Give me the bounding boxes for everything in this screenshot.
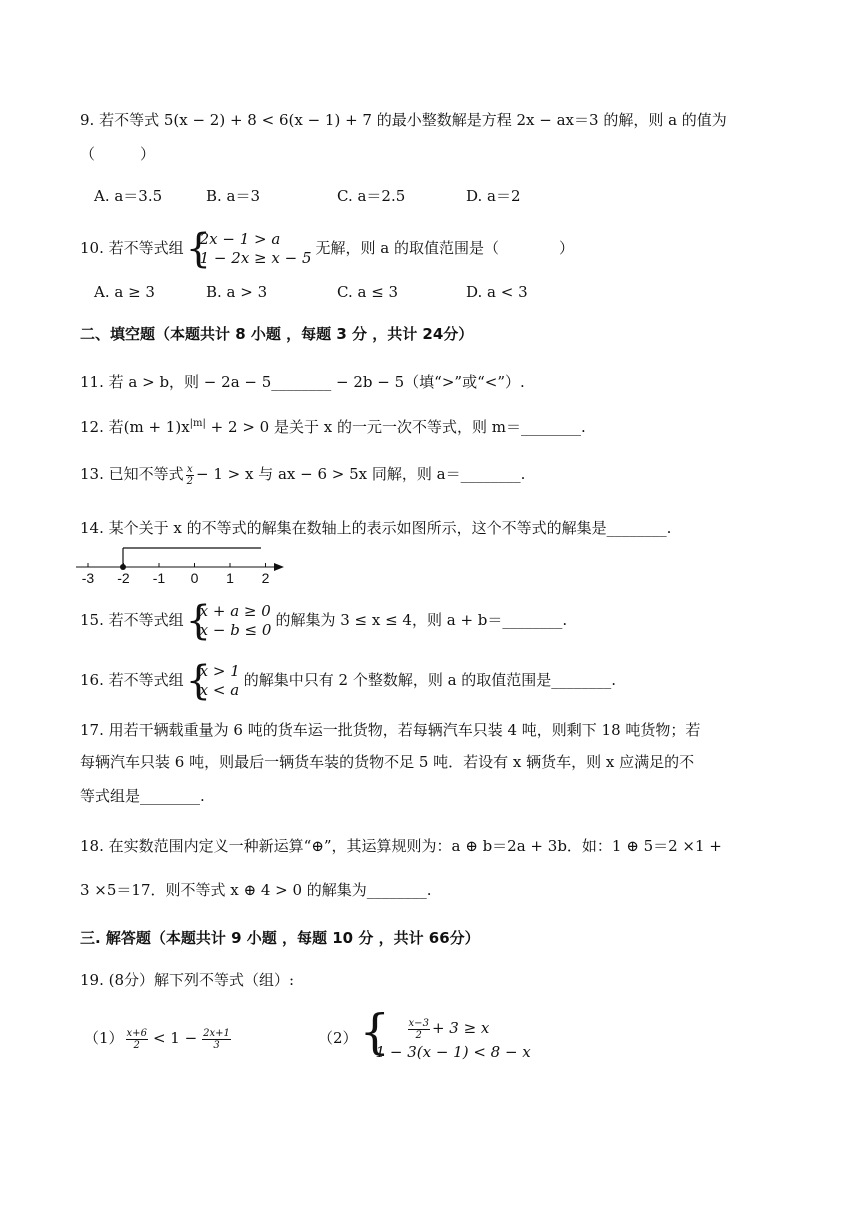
q11-text: 11. 若 a > b，则 − 2a − 5________ − 2b − 5（填“>”或“<”）. — [80, 373, 525, 391]
q19-part2-frac-den: 2 — [415, 1029, 422, 1041]
section2-heading: 二、填空题（本题共计 8 小题 ，每题 3 分 ，共计 24分） — [80, 325, 474, 343]
q19-part1 — [84, 1020, 233, 1056]
tick-label: -2 — [117, 570, 130, 585]
q16-system-row2: x < a — [199, 681, 240, 699]
q18-line1: 18. 在实数范围内定义一种新运算“⊕”，其运算规则为：a ⊕ b＝2a + 3b．如：1 ⊕ 5＝2 ×1 + — [80, 837, 722, 855]
q10-option-c: C. a ≤ 3 — [337, 283, 399, 301]
q19-part1-frac2-num: 2x+1 — [203, 1027, 230, 1039]
q12-part2: + 2 > 0 是关于 x 的一元一次不等式，则 m＝________. — [205, 418, 586, 436]
q19-part1-frac2 — [202, 1028, 231, 1051]
q10-option-d: D. a < 3 — [466, 283, 528, 301]
q18-line2: 3 ×5＝17．则不等式 x ⊕ 4 > 0 的解集为________. — [80, 881, 432, 899]
q15-suffix: 的解集为 3 ≤ x ≤ 4，则 a + b＝________. — [275, 611, 568, 629]
q15-prefix: 15. 若不等式组 — [80, 611, 184, 629]
q19-part1-frac1-den: 2 — [133, 1039, 140, 1051]
q19-part1-frac2-den: 3 — [213, 1039, 220, 1051]
q10-stem — [80, 226, 574, 272]
q10-suffix: 无解，则 a 的取值范围是（ ） — [315, 239, 574, 257]
q16-prefix: 16. 若不等式组 — [80, 671, 184, 689]
q9-option-d: D. a＝2 — [466, 187, 521, 205]
q19-stem: 19. (8分）解下列不等式（组）: — [80, 971, 295, 989]
q19-part2-row1-rest: + 3 ≥ x — [431, 1019, 490, 1037]
q12-text — [80, 414, 586, 437]
q16-suffix: 的解集中只有 2 个整数解，则 a 的取值范围是________. — [243, 671, 617, 689]
tick-label: -1 — [152, 570, 166, 585]
q9-stem-line2: （ ） — [80, 145, 156, 163]
q13-frac-num: x — [186, 463, 193, 475]
q17-line1: 17. 用若干辆载重量为 6 吨的货车运一批货物，若每辆汽车只装 4 吨，则剩下 18 吨货物；若 — [80, 721, 701, 739]
q19-part2-frac — [408, 1018, 430, 1041]
q10-system-row1: 2x − 1 > a — [199, 230, 281, 248]
q13-prefix: 13. 已知不等式 — [80, 465, 184, 483]
q10-option-a: A. a ≥ 3 — [94, 283, 155, 301]
q15-system-row1: x + a ≥ 0 — [199, 602, 271, 620]
q19-part2-row2: 1 − 3(x − 1) < 8 − x — [375, 1043, 531, 1061]
number-line-arrow — [274, 563, 284, 571]
q19-part2 — [318, 1004, 535, 1064]
q9-stem-line1: 9. 若不等式 5(x − 2) + 8 < 6(x − 1) + 7 的最小整数解是方程 2x − ax＝3 的解，则 a 的值为 — [80, 111, 727, 129]
q17-line3: 等式组是________. — [80, 787, 205, 805]
tick-label: 2 — [261, 570, 270, 585]
q10-system-row2: 1 − 2x ≥ x − 5 — [199, 249, 312, 267]
q13-suffix: − 1 > x 与 ax − 6 > 5x 同解，则 a＝________. — [196, 465, 526, 483]
q15-system: { x + a ≥ 0 x − b ≤ 0 — [185, 598, 272, 644]
section3-heading: 三. 解答题（本题共计 9 小题 ，每题 10 分 ，共计 66分） — [80, 929, 480, 947]
q19-part1-frac1-num: x+6 — [126, 1027, 147, 1039]
q14-text: 14. 某个关于 x 的不等式的解集在数轴上的表示如图所示，这个不等式的解集是________. — [80, 519, 672, 537]
q15-text — [80, 598, 568, 644]
tick-label: -3 — [81, 570, 95, 585]
q9-option-b: B. a＝3 — [206, 187, 261, 205]
q16-system: { x > 1 x < a — [185, 658, 240, 704]
q19-part1-mid: < 1 − — [152, 1029, 198, 1047]
q16-text — [80, 658, 617, 704]
q19-part2-label: （2） — [318, 1029, 358, 1047]
q15-system-row2: x − b ≤ 0 — [199, 621, 272, 639]
number-line-figure — [72, 543, 292, 585]
q19-part2-system: { $\frac{x-3}{2}$ + 3 ≥ x 1 − 3(x − 1) < 8 − x — [359, 1004, 531, 1061]
closed-point — [120, 564, 126, 570]
q16-system-row1: x > 1 — [199, 662, 240, 680]
q9-option-c: C. a＝2.5 — [337, 187, 406, 205]
q10-option-b: B. a > 3 — [206, 283, 268, 301]
q19-part1-label: （1） — [84, 1029, 124, 1047]
q13-frac-den: 2 — [186, 475, 193, 487]
q10-system: { 2x − 1 > a 1 − 2x ≥ x − 5 — [185, 226, 312, 272]
tick-label: 1 — [226, 570, 234, 585]
q9-option-a: A. a＝3.5 — [94, 187, 163, 205]
q19-part2-frac-num: x−3 — [408, 1017, 429, 1029]
q12-part1: 12. 若(m + 1)x — [80, 418, 190, 436]
q13-fraction — [186, 464, 194, 487]
q19-part2-row1 — [376, 1015, 531, 1041]
q10-prefix: 10. 若不等式组 — [80, 239, 184, 257]
tick-label: 0 — [190, 570, 199, 585]
q19-part1-frac1 — [126, 1028, 148, 1051]
q12-exponent: |m| — [189, 418, 206, 429]
q13-text — [80, 460, 525, 488]
q17-line2: 每辆汽车只装 6 吨，则最后一辆货车装的货物不足 5 吨．若设有 x 辆货车，则 x 应满足的不 — [80, 753, 695, 771]
